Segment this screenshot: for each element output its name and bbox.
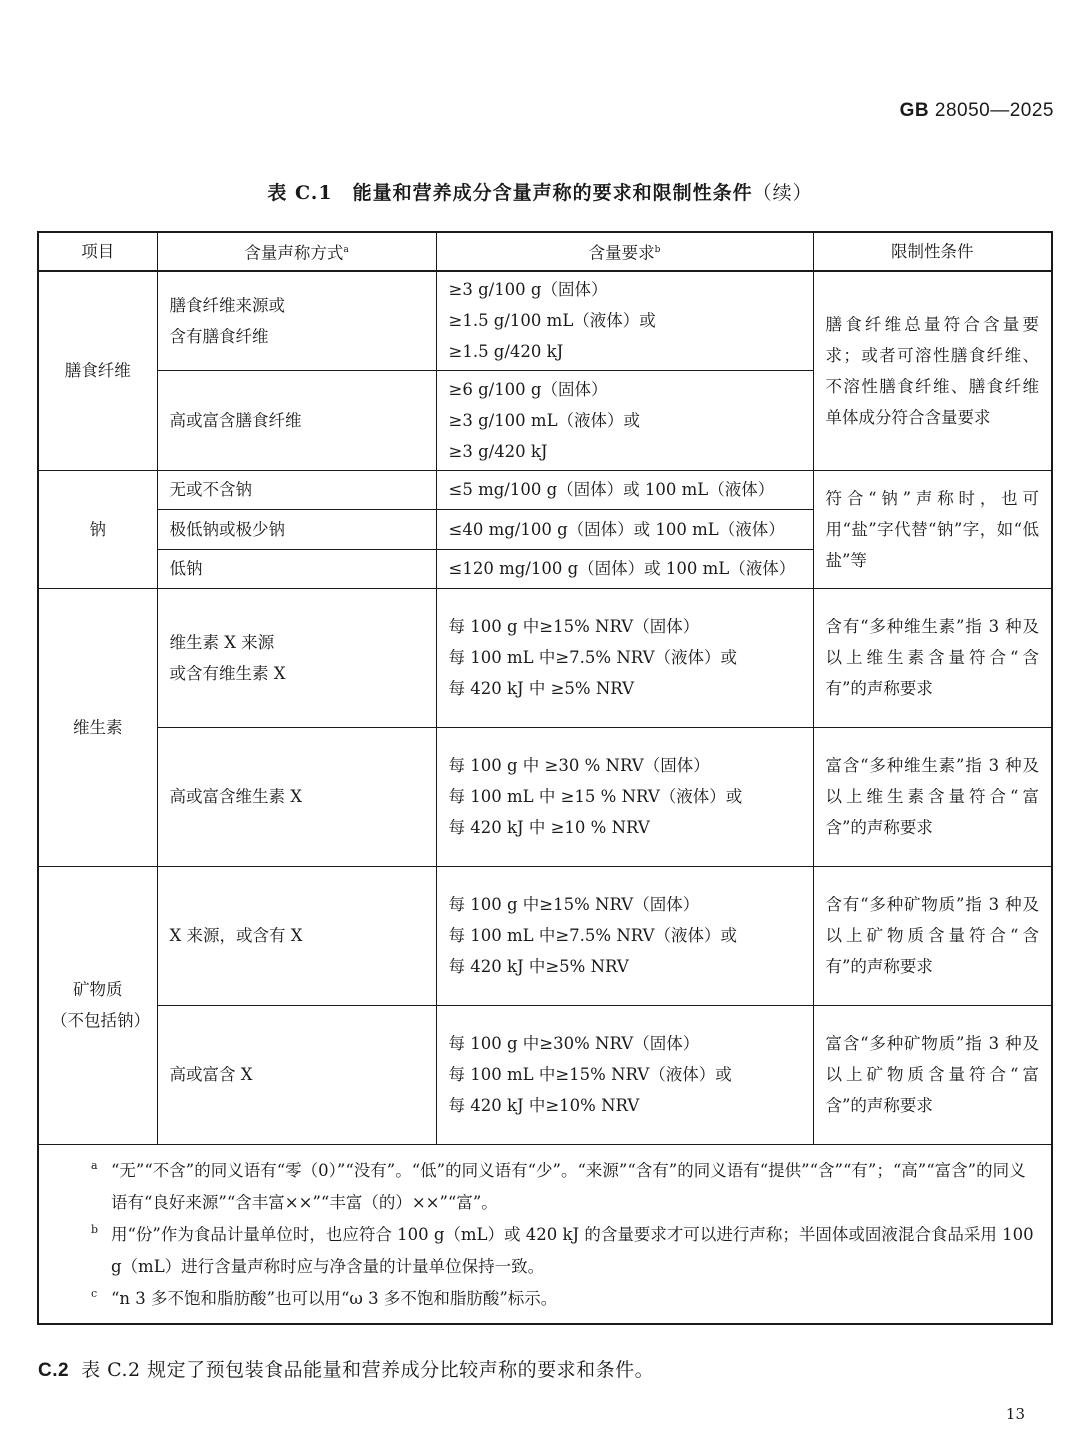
section-text: 表 C.2 规定了预包装食品能量和营养成分比较声称的要求和条件。 (81, 1359, 655, 1381)
claim-method-cell: 极低钠或极少钠 (157, 509, 436, 549)
table-title (0, 178, 1080, 205)
requirement-cell: ≤5 mg/100 g（固体）或 100 mL（液体） (436, 470, 813, 509)
footnote-ref-b: b (654, 244, 661, 255)
requirement-cell: 每 100 g 中≥15% NRV（固体） 每 100 mL 中≥7.5% NRV（液体）或 每 420 kJ 中 ≥5% NRV (436, 588, 813, 727)
nutrition-claims-table (37, 231, 1053, 1325)
table-row (39, 470, 1051, 509)
requirement-cell: ≤40 mg/100 g（固体）或 100 mL（液体） (436, 509, 813, 549)
restriction-cell: 富含“多种维生素”指 3 种及以上维生素含量符合“富含”的声称要求 (813, 727, 1051, 866)
footnote-text: “无”“不含”的同义语有“零（0）”“没有”。“低”的同义语有“少”。“来源”“含有”的同义语有“提供”“含”“有”；“高”“富含”的同义语有“良好来源”“含丰富××”“丰富（的）××”“富”。 (111, 1161, 1026, 1212)
claim-method-cell: 高或富含膳食纤维 (157, 370, 436, 470)
restriction-cell: 含有“多种矿物质”指 3 种及以上矿物质含量符合“含有”的声称要求 (813, 866, 1051, 1005)
page-number: 13 (1005, 1405, 1025, 1423)
table-footnotes (39, 1145, 1051, 1315)
table-title-main: 表 C.1 能量和营养成分含量声称的要求和限制性条件 (267, 182, 753, 204)
table-row (39, 588, 1051, 727)
footnote-mark: a (91, 1159, 98, 1172)
table-row (39, 727, 1051, 866)
requirement-cell: 每 100 g 中≥30% NRV（固体） 每 100 mL 中≥15% NRV（液体）或 每 420 kJ 中≥10% NRV (436, 1005, 813, 1144)
claim-method-cell: 膳食纤维来源或 含有膳食纤维 (157, 271, 436, 370)
requirement-cell: 每 100 g 中 ≥30 % NRV（固体） 每 100 mL 中 ≥15 % NRV（液体）或 每 420 kJ 中 ≥10 % NRV (436, 727, 813, 866)
requirement-cell: ≤120 mg/100 g（固体）或 100 mL（液体） (436, 549, 813, 588)
requirement-cell: ≥6 g/100 g（固体） ≥3 g/100 mL（液体）或 ≥3 g/420 kJ (436, 370, 813, 470)
footnote-text: “n 3 多不饱和脂肪酸”也可以用“ω 3 多不饱和脂肪酸”标示。 (111, 1289, 558, 1308)
claim-method-cell: 高或富含 X (157, 1005, 436, 1144)
footnote-mark: b (91, 1223, 99, 1236)
footnote-a (39, 1155, 1051, 1219)
column-header-content-requirement: 含量要求$^b$ (436, 233, 813, 271)
footnote-mark: c (91, 1287, 98, 1300)
restriction-cell: 富含“多种矿物质”指 3 种及以上矿物质含量符合“富含”的声称要求 (813, 1005, 1051, 1144)
claim-method-cell: 高或富含维生素 X (157, 727, 436, 866)
table-row (39, 1005, 1051, 1144)
section-number: C.2 (38, 1360, 70, 1381)
footnote-text: 用“份”作为食品计量单位时，也应符合 100 g（mL）或 420 kJ 的含量要求才可以进行声称；半固体或固液混合食品采用 100 g（mL）进行含量声称时应与净含量的计量单位保持一致。 (111, 1225, 1034, 1276)
category-cell: 钠 (39, 470, 157, 588)
claim-method-cell: X 来源，或含有 X (157, 866, 436, 1005)
column-header-claim-method: 含量声称方式$^a$ (157, 233, 436, 271)
footnote-c (39, 1283, 1051, 1315)
restriction-cell: 膳食纤维总量符合含量要求；或者可溶性膳食纤维、不溶性膳食纤维、膳食纤维单体成分符合含量要求 (813, 271, 1051, 470)
restriction-cell: 含有“多种维生素”指 3 种及以上维生素含量符合“含有”的声称要求 (813, 588, 1051, 727)
claim-method-cell: 无或不含钠 (157, 470, 436, 509)
claim-method-cell: 低钠 (157, 549, 436, 588)
column-header-item: 项目 (39, 233, 157, 271)
restriction-cell: 符合“钠”声称时，也可用“盐”字代替“钠”字，如“低盐”等 (813, 470, 1051, 588)
section-c2 (38, 1355, 654, 1382)
requirement-cell: ≥3 g/100 g（固体） ≥1.5 g/100 mL（液体）或 ≥1.5 g/420 kJ (436, 271, 813, 370)
standard-prefix: GB (899, 100, 930, 121)
column-header-restriction: 限制性条件 (813, 233, 1051, 271)
table-row (39, 866, 1051, 1005)
footnote-b (39, 1219, 1051, 1283)
category-cell: 矿物质 （不包括钠） (39, 866, 157, 1144)
category-cell: 维生素 (39, 588, 157, 866)
footnote-ref-a: a (343, 244, 349, 255)
standard-code (900, 100, 1054, 122)
table-row (39, 271, 1051, 370)
requirement-cell: 每 100 g 中≥15% NRV（固体） 每 100 mL 中≥7.5% NRV（液体）或 每 420 kJ 中≥5% NRV (436, 866, 813, 1005)
table-title-suffix: （续） (752, 182, 813, 204)
standard-number: 28050—2025 (934, 100, 1054, 121)
claim-method-cell: 维生素 X 来源 或含有维生素 X (157, 588, 436, 727)
category-cell: 膳食纤维 (39, 271, 157, 470)
